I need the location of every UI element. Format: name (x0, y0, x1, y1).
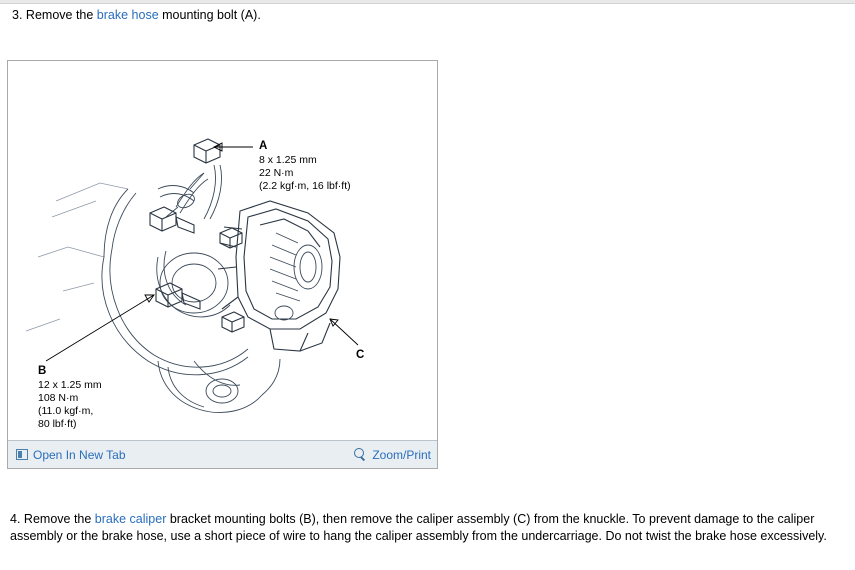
figure-image[interactable] (8, 61, 437, 440)
zoom-print-label: Zoom/Print (372, 447, 431, 462)
top-bar (0, 0, 855, 4)
step-3-text-after: mounting bolt (A). (158, 8, 261, 22)
magnifier-icon (354, 448, 367, 461)
figure-toolbar (8, 440, 437, 468)
zoom-print-button[interactable] (354, 448, 431, 462)
brake-caliper-link[interactable]: brake caliper (94, 512, 167, 526)
step-4-text (10, 511, 848, 545)
svg-text:(11.0 kgf·m,: (11.0 kgf·m, (38, 405, 94, 417)
open-in-new-tab-button[interactable] (16, 448, 126, 462)
svg-text:B: B (38, 365, 47, 377)
step-3-text-before: Remove the (25, 8, 97, 22)
step-4-text-before: Remove the (23, 512, 95, 526)
step-4-text-after: bracket mounting bolts (B), then remove the caliper assembly (C) from the knuckle. To prevent damage to the caliper assembly or the brake hose, use a short piece of wire to hang the caliper assembly from the undercarriage. Do not twist the brake hose excessively. (10, 512, 827, 543)
svg-text:12 x 1.25 mm: 12 x 1.25 mm (38, 379, 102, 391)
svg-text:(2.2 kgf·m, 16 lbf·ft): (2.2 kgf·m, 16 lbf·ft) (259, 180, 351, 192)
svg-text:C: C (356, 349, 365, 361)
svg-text:A: A (259, 140, 268, 152)
open-in-new-tab-label: Open In New Tab (33, 447, 126, 462)
step-3-text (12, 7, 261, 24)
step-3-number: 3. (12, 8, 23, 22)
figure-panel (7, 60, 438, 469)
svg-text:22 N·m: 22 N·m (259, 167, 294, 179)
new-tab-icon (16, 449, 28, 460)
step-4-number: 4. (10, 512, 21, 526)
svg-text:8 x 1.25 mm: 8 x 1.25 mm (259, 154, 317, 166)
svg-text:108 N·m: 108 N·m (38, 392, 79, 404)
brake-hose-link[interactable]: brake hose (96, 8, 159, 22)
svg-text:80 lbf·ft): 80 lbf·ft) (38, 418, 77, 430)
